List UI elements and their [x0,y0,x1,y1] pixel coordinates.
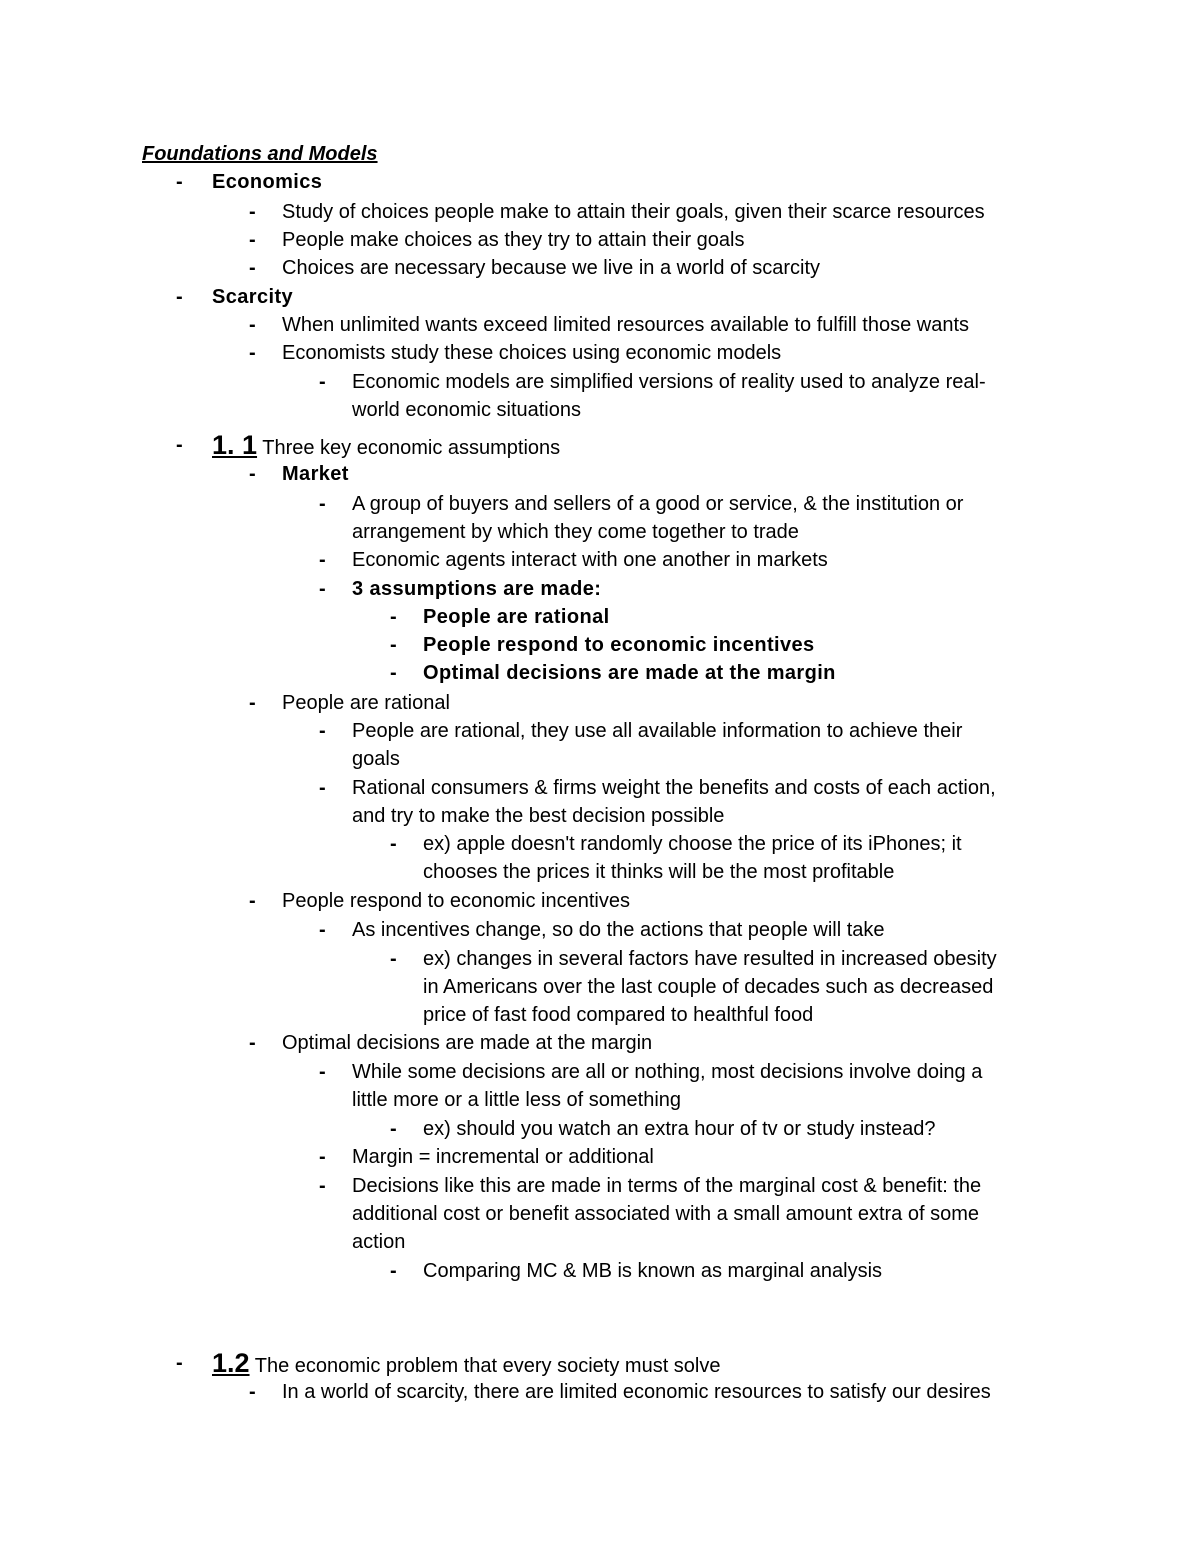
list-item [319,490,964,518]
section-title: Three key economic assumptions [257,437,561,459]
list-item-continuation [423,973,993,1001]
list-item [319,916,885,944]
bullet-dash: - [249,314,256,336]
bullet-dash: - [249,463,257,485]
list-item [390,603,610,631]
list-item-continuation [423,858,894,886]
list-item-text: Market [282,463,349,485]
list-item [319,774,996,802]
list-item-text: Economic models are simplified versions of reality used to analyze real- [352,371,986,393]
bullet-dash: - [319,1061,326,1083]
list-item-text: A group of buyers and sellers of a good or service, & the institution or [352,493,964,515]
list-item-text: Economics [212,171,323,193]
bullet-dash: - [319,1175,326,1197]
list-item [249,254,821,282]
list-item-text: Scarcity [212,286,294,308]
list-item-text: Margin = incremental or additional [352,1146,654,1168]
list-item [319,1058,983,1086]
list-item-text: While some decisions are all or nothing, most decisions involve doing a [352,1061,983,1083]
bullet-dash: - [176,171,184,193]
list-item [319,1172,982,1200]
list-item-text: Comparing MC & MB is known as marginal analysis [423,1260,883,1282]
list-item [319,1143,654,1171]
list-item-text: arrangement by which they come together to trade [352,521,799,543]
list-item [390,1257,883,1285]
bullet-dash: - [390,662,398,684]
list-item-text: Optimal decisions are made at the margin [282,1032,653,1054]
bullet-dash: - [249,342,256,364]
list-item [249,226,745,254]
list-item-text: People make choices as they try to attain their goals [282,229,745,251]
bullet-dash: - [319,578,327,600]
bullet-dash: - [249,257,256,279]
list-item-text: and try to make the best decision possible [352,805,725,827]
list-item [249,1029,653,1057]
bullet-dash: - [319,720,326,742]
section-heading-1-1 [176,430,561,462]
bullet-dash: - [249,890,256,912]
list-item [249,689,450,717]
list-item-text: little more or a little less of something [352,1089,682,1111]
list-item [319,368,986,396]
bullet-dash: - [390,833,397,855]
document-title: Foundations and Models [142,143,378,165]
list-item-text: additional cost or benefit associated with a small amount extra of some [352,1203,979,1225]
list-item-text: As incentives change, so do the actions that people will take [352,919,885,941]
list-item [249,198,985,226]
bullet-dash: - [176,434,183,456]
bullet-dash: - [390,1118,397,1140]
bullet-dash: - [249,1381,256,1403]
list-item-continuation [352,396,581,424]
list-item-text: price of fast food compared to healthful food [423,1004,814,1026]
bullet-dash: - [319,919,326,941]
list-item-text: in Americans over the last couple of decades such as decreased [423,976,994,998]
section-number: 1.2 [212,1348,250,1378]
list-item-text: goals [352,748,400,770]
list-item-text: ex) apple doesn't randomly choose the price of its iPhones; it [423,833,962,855]
bullet-dash: - [390,606,398,628]
section-heading-1-2 [176,1348,721,1380]
list-item-text: People respond to economic incentives [423,634,815,656]
list-item-text: People are rational [423,606,610,628]
bullet-dash: - [390,634,398,656]
list-item [390,1115,936,1143]
list-item [319,546,828,574]
list-item-text: Optimal decisions are made at the margin [423,662,836,684]
list-item-text: chooses the prices it thinks will be the most profitable [423,861,895,883]
list-item-text: When unlimited wants exceed limited resources available to fulfill those wants [282,314,970,336]
bullet-dash: - [319,493,326,515]
bullet-dash: - [319,371,326,393]
list-item [249,887,630,915]
bullet-dash: - [249,1032,256,1054]
bullet-dash: - [319,549,326,571]
list-item-continuation [352,518,799,546]
list-item-text: People respond to economic incentives [282,890,630,912]
list-item-continuation [352,1228,405,1256]
list-item-continuation [352,745,400,773]
bullet-dash: - [249,692,256,714]
list-item-text: ex) should you watch an extra hour of tv or study instead? [423,1118,936,1140]
list-item [390,945,997,973]
bullet-dash: - [390,948,397,970]
list-item-text: Rational consumers & firms weight the benefits and costs of each action, [352,777,996,799]
list-item-continuation [352,1086,681,1114]
list-item-text: Economists study these choices using economic models [282,342,782,364]
list-item-economics [176,168,323,196]
list-item [390,659,836,687]
list-item-text: People are rational, they use all available information to achieve their [352,720,963,742]
bullet-dash: - [249,229,256,251]
list-item-text: Economic agents interact with one another in markets [352,549,828,571]
list-item-text: world economic situations [352,399,581,421]
list-item-text: action [352,1231,406,1253]
bullet-dash: - [319,777,326,799]
list-item [319,717,963,745]
section-number: 1. 1 [212,430,258,460]
list-item-text: Decisions like this are made in terms of the marginal cost & benefit: the [352,1175,982,1197]
bullet-dash: - [319,1146,326,1168]
list-item-text: In a world of scarcity, there are limited economic resources to satisfy our desires [282,1381,991,1403]
list-item-text: Choices are necessary because we live in a world of scarcity [282,257,821,279]
list-item [249,311,970,339]
list-item-text: People are rational [282,692,450,714]
list-item [249,339,782,367]
list-item-text: ex) changes in several factors have resulted in increased obesity [423,948,997,970]
bullet-dash: - [176,286,184,308]
list-item-text: Study of choices people make to attain their goals, given their scarce resources [282,201,985,223]
bullet-dash: - [176,1352,183,1374]
list-item [319,575,602,603]
list-item-text: 3 assumptions are made: [352,578,602,600]
list-item-continuation [352,802,724,830]
list-item [390,631,815,659]
bullet-dash: - [249,201,256,223]
section-title: The economic problem that every society must solve [249,1355,721,1377]
list-item-scarcity [176,283,294,311]
list-item-continuation [423,1001,813,1029]
list-item-continuation [352,1200,979,1228]
list-item [249,1378,991,1406]
list-item-market [249,460,349,488]
bullet-dash: - [390,1260,397,1282]
list-item [390,830,962,858]
